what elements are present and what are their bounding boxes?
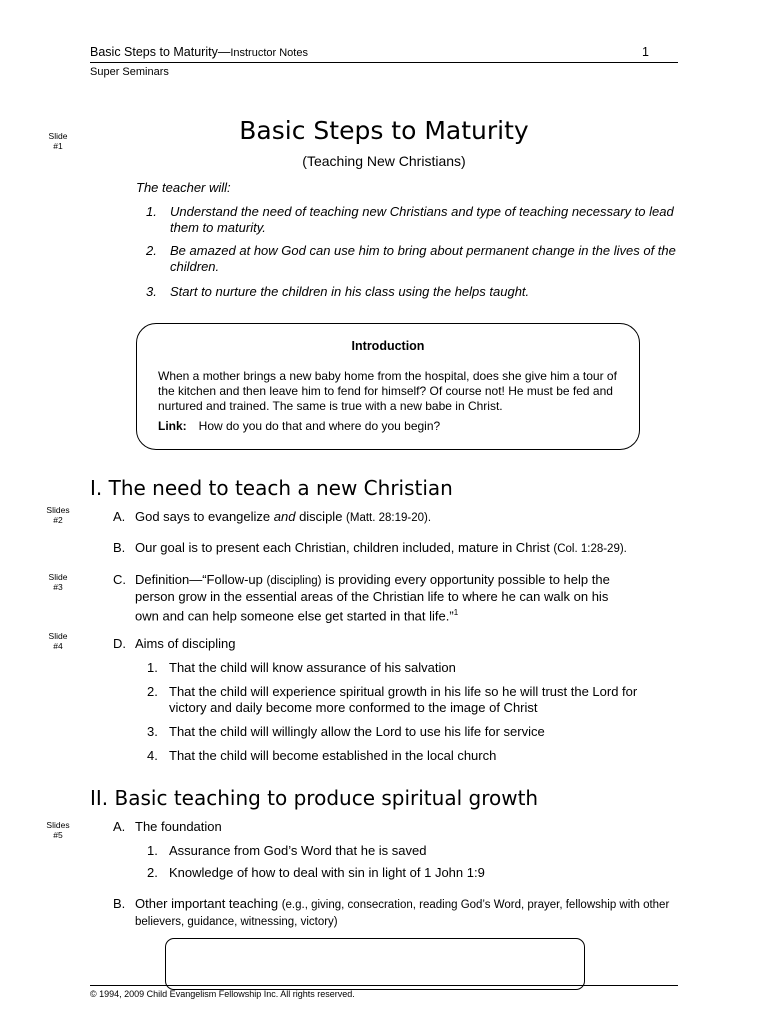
point-a: [113, 819, 688, 835]
section-heading-1: I. The need to teach a new Christian: [90, 476, 453, 500]
introduction-link: [158, 419, 440, 433]
objective-text: Start to nurture the children in his class using the helps taught.: [170, 284, 530, 299]
sub-item-text: That the child will become established in the local church: [169, 748, 497, 763]
page-number: 1: [642, 45, 649, 59]
sub-item: [147, 748, 667, 764]
sub-item: [147, 843, 667, 859]
objective-text: Be amazed at how God can use him to bring about permanent change in the lives of the children.: [170, 243, 676, 274]
slide-marker-label: Slide: [48, 131, 68, 141]
footer-copyright: © 1994, 2009 Child Evangelism Fellowship Inc. All rights reserved.: [90, 989, 355, 999]
slide-marker-number: #2: [53, 515, 63, 525]
point-text: Other important teaching (e.g., giving, consecration, reading God’s Word, prayer, fellowship with other believers, guidance, witnessing, victory): [135, 896, 670, 928]
point-letter: B.: [113, 540, 126, 555]
slide-marker-2: [40, 505, 76, 525]
slide-marker-number: #4: [53, 641, 63, 651]
point-letter: A.: [113, 819, 126, 834]
point-b: [113, 896, 693, 930]
header-title-main: Basic Steps to Maturity—: [90, 45, 231, 59]
slide-marker-label: Slides: [46, 820, 70, 830]
slide-marker-5: [40, 820, 76, 840]
objectives-intro: The teacher will:: [136, 180, 231, 195]
header-subtitle: Super Seminars: [90, 66, 169, 78]
link-text: How do you do that and where do you begin?: [198, 419, 441, 433]
objective-item: [146, 204, 681, 236]
objective-item: [146, 243, 681, 275]
sub-item: [147, 724, 667, 740]
footnote-marker: 1: [453, 608, 459, 617]
document-title: Basic Steps to Maturity: [239, 116, 529, 145]
point-text: The foundation: [135, 819, 222, 834]
point-text: Our goal is to present each Christian, children included, mature in Christ (Col. 1:28-29).: [135, 540, 627, 555]
section-heading-2: II. Basic teaching to produce spiritual growth: [90, 786, 539, 810]
emphasis-text: and: [273, 509, 296, 524]
sub-item-text: That the child will willingly allow the Lord to use his life for service: [169, 724, 545, 739]
footer-rule: [90, 985, 678, 986]
slide-marker-number: #3: [53, 582, 63, 592]
sub-item-number: 2.: [147, 684, 158, 699]
point-c: [113, 572, 633, 624]
slide-marker-label: Slide: [48, 631, 68, 641]
objective-item: [146, 284, 681, 300]
slide-marker-number: #5: [53, 830, 63, 840]
sub-item-number: 1.: [147, 660, 158, 675]
header-title-suffix: Instructor Notes: [230, 47, 308, 59]
sub-item-number: 3.: [147, 724, 158, 739]
point-letter: C.: [113, 572, 126, 587]
slide-marker-4: [40, 631, 76, 651]
point-b: [113, 540, 688, 557]
header-title: [90, 45, 308, 59]
sub-item-text: That the child will experience spiritual growth in his life so he will trust the Lord for victory and daily become more conformed to the image of Christ: [169, 684, 638, 715]
slide-marker-label: Slides: [46, 505, 70, 515]
point-text: God says to evangelize and disciple (Matt. 28:19-20).: [135, 509, 432, 524]
introduction-heading: Introduction: [351, 339, 425, 353]
slide-marker-number: #1: [53, 141, 63, 151]
link-label: Link:: [158, 419, 187, 433]
notes-box: [165, 938, 585, 990]
objective-number: 2.: [146, 243, 157, 258]
objective-number: 1.: [146, 204, 157, 219]
sub-item-number: 2.: [147, 865, 158, 880]
introduction-text: When a mother brings a new baby home from the hospital, does she give him a tour of the kitchen and then leave him to fend for himself? Of course not! He must be fed and nurtured and trained. The same is true with a new babe in Christ.: [158, 369, 617, 413]
header-rule: [90, 62, 678, 63]
sub-item-number: 1.: [147, 843, 158, 858]
point-d: [113, 636, 688, 652]
sub-item: [147, 660, 667, 676]
sub-item-text: Assurance from God’s Word that he is saved: [169, 843, 427, 858]
objective-text: Understand the need of teaching new Christians and type of teaching necessary to lead them to maturity.: [170, 204, 674, 235]
objective-number: 3.: [146, 284, 157, 299]
document-subtitle: (Teaching New Christians): [302, 153, 466, 169]
scripture-reference: (Col. 1:28-29).: [553, 543, 627, 555]
point-letter: D.: [113, 636, 126, 651]
sub-item-text: That the child will know assurance of his salvation: [169, 660, 456, 675]
scripture-reference: (Matt. 28:19-20).: [346, 512, 432, 524]
slide-marker-3: [40, 572, 76, 592]
sub-item-number: 4.: [147, 748, 158, 763]
point-text: Definition—“Follow-up (discipling) is providing every opportunity possible to help the person grow in the essential areas of the Christian life to where he can walk on his own and can help someone else get started in that life.”$^1$: [135, 572, 610, 624]
point-letter: A.: [113, 509, 126, 524]
point-text: Aims of discipling: [135, 636, 236, 651]
point-letter: B.: [113, 896, 126, 911]
sub-item-text: Knowledge of how to deal with sin in light of 1 John 1:9: [169, 865, 485, 880]
sub-item: [147, 865, 667, 881]
slide-marker-label: Slide: [48, 572, 68, 582]
sub-item: [147, 684, 667, 716]
point-a: [113, 509, 688, 526]
